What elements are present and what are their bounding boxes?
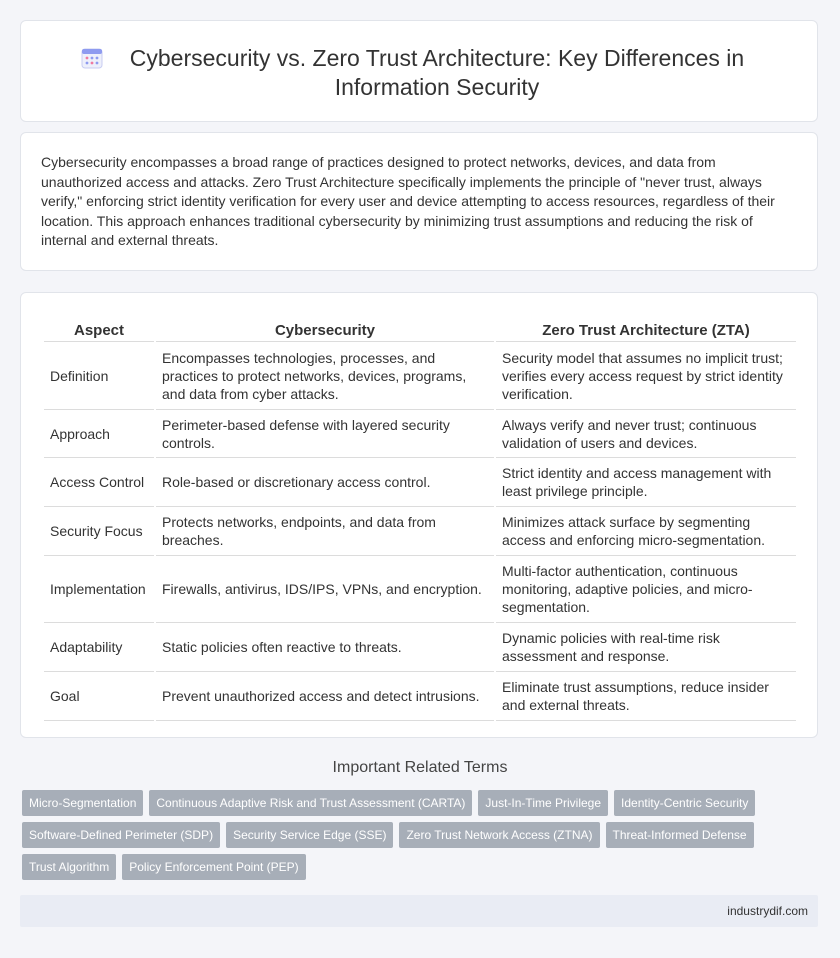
- table-row: [44, 458, 796, 507]
- row-cybersecurity: Firewalls, antivirus, IDS/IPS, VPNs, and encryption.: [156, 556, 494, 623]
- row-zta: Eliminate trust assumptions, reduce insider and external threats.: [496, 672, 796, 721]
- related-term-tag[interactable]: Software-Defined Perimeter (SDP): [22, 822, 220, 848]
- row-aspect: Security Focus: [44, 507, 154, 556]
- table-row: [44, 556, 796, 623]
- row-zta: Dynamic policies with real-time risk assessment and response.: [496, 623, 796, 672]
- row-zta: Security model that assumes no implicit trust; verifies every access request by strict identity verification.: [496, 342, 796, 410]
- row-aspect: Access Control: [44, 458, 154, 507]
- intro-card: [20, 132, 818, 271]
- table-row: [44, 342, 796, 410]
- row-cybersecurity: Prevent unauthorized access and detect intrusions.: [156, 672, 494, 721]
- table-row: [44, 410, 796, 458]
- related-term-tag[interactable]: Policy Enforcement Point (PEP): [122, 854, 305, 880]
- related-term-tag[interactable]: Identity-Centric Security: [614, 790, 755, 816]
- related-term-tag[interactable]: Continuous Adaptive Risk and Trust Assessment (CARTA): [149, 790, 472, 816]
- page-title: Cybersecurity vs. Zero Trust Architecture: Key Differences in Information Security: [129, 45, 745, 100]
- row-zta: Strict identity and access management with least privilege principle.: [496, 458, 796, 507]
- row-cybersecurity: Static policies often reactive to threats.: [156, 623, 494, 672]
- row-zta: Multi-factor authentication, continuous monitoring, adaptive policies, and micro-segmentation.: [496, 556, 796, 623]
- table-row: [44, 623, 796, 672]
- related-terms-title: Important Related Terms: [332, 759, 508, 776]
- comparison-table: [42, 313, 798, 721]
- related-term-tag[interactable]: Zero Trust Network Access (ZTNA): [399, 822, 599, 848]
- related-term-tag[interactable]: Trust Algorithm: [22, 854, 116, 880]
- row-cybersecurity: Role-based or discretionary access control.: [156, 458, 494, 507]
- row-cybersecurity: Protects networks, endpoints, and data from breaches.: [156, 507, 494, 556]
- related-terms-list: [22, 790, 812, 880]
- related-term-tag[interactable]: Security Service Edge (SSE): [226, 822, 393, 848]
- header-aspect: Aspect: [44, 313, 154, 342]
- row-aspect: Adaptability: [44, 623, 154, 672]
- row-zta: Minimizes attack surface by segmenting access and enforcing micro-segmentation.: [496, 507, 796, 556]
- related-term-tag[interactable]: Just-In-Time Privilege: [478, 790, 608, 816]
- header-cybersecurity: Cybersecurity: [156, 313, 494, 342]
- intro-paragraph: Cybersecurity encompasses a broad range of practices designed to protect networks, devices, and data from unauthorized access and attacks. Zero Trust Architecture specifically implements the principle of "never trust, always verify," enforcing strict identity verification for every user and device attempting to access resources, regardless of their location. This approach enhances traditional cybersecurity by minimizing trust assumptions and reducing the risk of internal and external threats.: [41, 154, 775, 249]
- row-aspect: Implementation: [44, 556, 154, 623]
- header-zta: Zero Trust Architecture (ZTA): [496, 313, 796, 342]
- row-aspect: Goal: [44, 672, 154, 721]
- related-term-tag[interactable]: Micro-Segmentation: [22, 790, 143, 816]
- table-row: [44, 672, 796, 721]
- related-term-tag[interactable]: Threat-Informed Defense: [606, 822, 754, 848]
- row-aspect: Approach: [44, 410, 154, 458]
- row-zta: Always verify and never trust; continuous validation of users and devices.: [496, 410, 796, 458]
- row-cybersecurity: Encompasses technologies, processes, and practices to protect networks, devices, programs, and data from cyber attacks.: [156, 342, 494, 410]
- comparison-card: [20, 292, 818, 738]
- title-card: [20, 20, 818, 122]
- row-aspect: Definition: [44, 342, 154, 410]
- table-header-row: [44, 313, 796, 342]
- table-row: [44, 507, 796, 556]
- footer: [20, 895, 818, 927]
- row-cybersecurity: Perimeter-based defense with layered security controls.: [156, 410, 494, 458]
- footer-site-link[interactable]: industrydif.com: [727, 904, 808, 918]
